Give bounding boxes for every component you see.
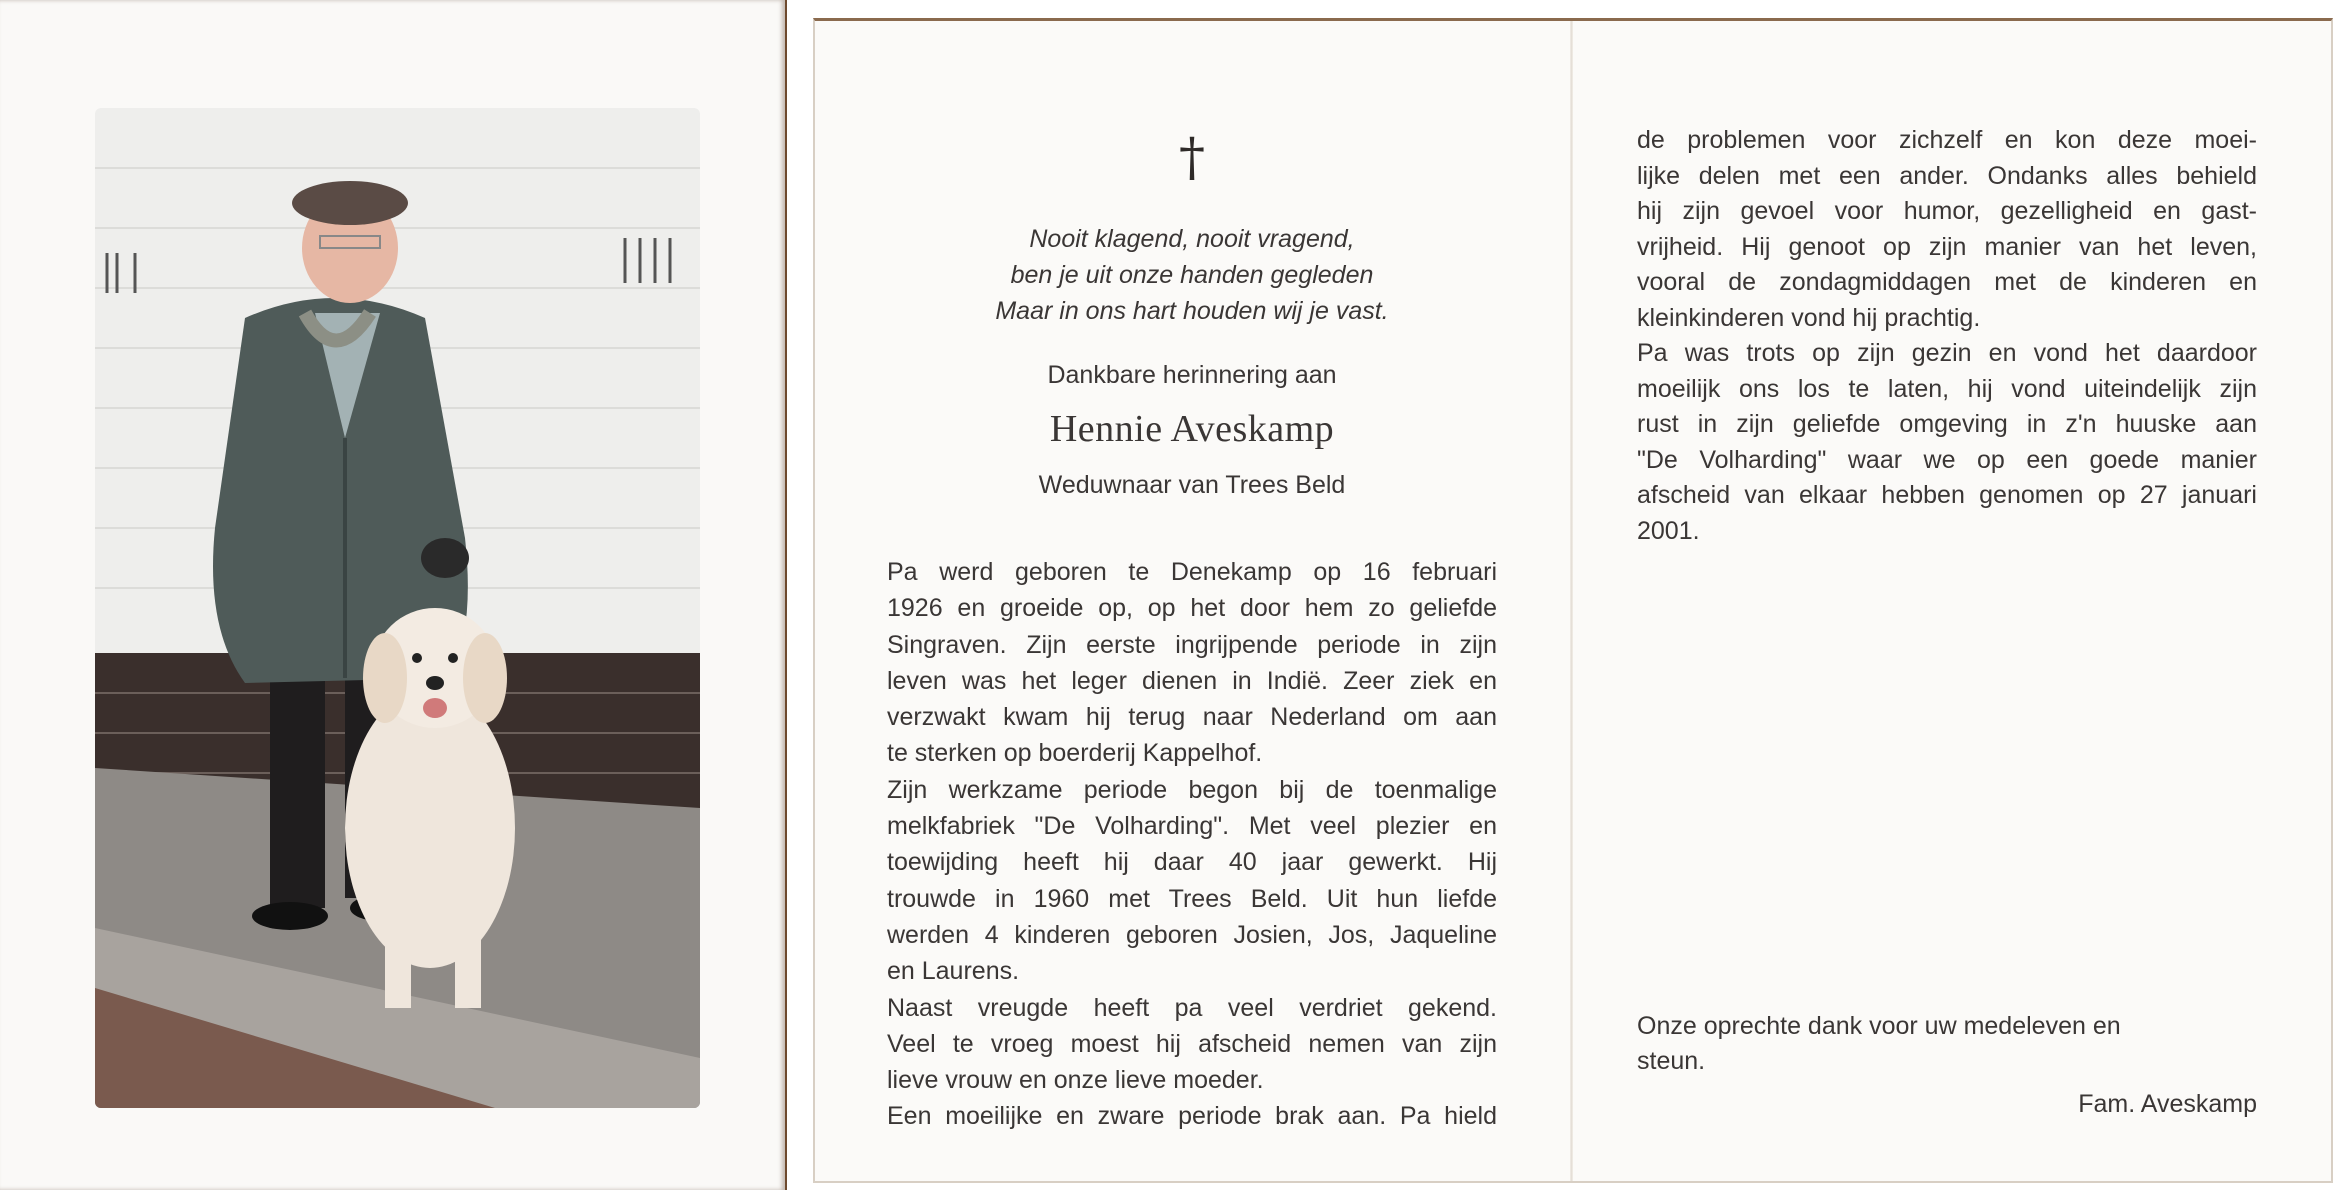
bio-line: Zijn werkzame periode begon bij de toenmalige bbox=[887, 775, 1497, 804]
bio-line: melkfabriek "De Volharding". Met veel plezier en bbox=[887, 812, 1497, 841]
bio-line: de problemen voor zichzelf en kon deze moei- bbox=[1637, 126, 2257, 154]
portrait-photo bbox=[95, 108, 700, 1108]
bio-line: vrijheid. Hij genoot op zijn manier van het leven, bbox=[1637, 232, 2257, 261]
bio-line: Pa werd geboren te Denekamp op 16 februari bbox=[887, 558, 1497, 586]
biography bbox=[887, 554, 1497, 1135]
bio-line: Veel te vroeg moest hij afscheid nemen van zijn bbox=[887, 1029, 1497, 1058]
poem-line: Nooit klagend, nooit vragend, bbox=[1029, 225, 1355, 253]
poem bbox=[887, 221, 1497, 329]
bio-line: lijke delen met een ander. Ondanks alles behield bbox=[1637, 161, 2257, 190]
card-left-panel bbox=[887, 21, 1497, 1181]
family-signature: Fam. Aveskamp bbox=[2078, 1090, 2257, 1118]
widower-line: Weduwnaar van Trees Beld bbox=[1038, 471, 1346, 499]
thanks-line: Onze oprechte dank voor uw medeleven en bbox=[1637, 1012, 2121, 1040]
bio-line: Een moeilijke en zware periode brak aan. Pa hield bbox=[887, 1102, 1497, 1131]
bio-line: 1926 en groeide op, op het door hem zo geliefde bbox=[887, 594, 1497, 623]
memorial-card bbox=[813, 18, 2333, 1183]
bio-line: werden 4 kinderen geboren Josien, Jos, Jaqueline bbox=[887, 920, 1497, 949]
bio-line: moeilijk ons los te laten, hij vond uiteindelijk zijn bbox=[1637, 374, 2257, 403]
thanks-line: steun. bbox=[1637, 1047, 1706, 1075]
bio-line: trouwde in 1960 met Trees Beld. Uit hun liefde bbox=[887, 884, 1497, 913]
bio-line: Naast vreugde heeft pa veel verdriet gekend. bbox=[887, 993, 1497, 1022]
bio-line: kleinkinderen vond hij prachtig. bbox=[1637, 303, 1981, 332]
bio-line: afscheid van elkaar hebben genomen op 27 januari bbox=[1637, 481, 2257, 509]
bio-line: "De Volharding" waar we op een goede manier bbox=[1637, 445, 2257, 474]
biography-continued bbox=[1637, 123, 2257, 549]
bio-line: hij zijn gevoel voor humor, gezelligheid en gast- bbox=[1637, 197, 2257, 225]
bio-line: Singraven. Zijn eerste ingrijpende periode in zijn bbox=[887, 630, 1497, 659]
bio-line: 2001. bbox=[1637, 516, 1700, 545]
poem-line: ben je uit onze handen gegleden bbox=[1010, 261, 1374, 289]
bio-line: rust in zijn geliefde omgeving in z'n huuske aan bbox=[1637, 410, 2257, 438]
photo-card bbox=[0, 0, 787, 1190]
fold-line bbox=[1570, 21, 1573, 1181]
thanks-message bbox=[1637, 1009, 2257, 1079]
dedication: Dankbare herinnering aan bbox=[1047, 361, 1337, 389]
bio-line: vooral de zondagmiddagen met de kinderen en bbox=[1637, 268, 2257, 296]
bio-line: Pa was trots op zijn gezin en vond het daardoor bbox=[1637, 339, 2257, 367]
bio-line: en Laurens. bbox=[887, 957, 1020, 986]
cross-icon: † bbox=[1179, 128, 1205, 188]
deceased-name: Hennie Aveskamp bbox=[1049, 408, 1335, 450]
bio-line: lieve vrouw en onze lieve moeder. bbox=[887, 1066, 1264, 1095]
bio-line: toewijding heeft hij daar 40 jaar gewerkt. Hij bbox=[887, 848, 1497, 877]
man-with-dog-illustration bbox=[95, 108, 700, 1108]
bio-line: verzwakt kwam hij terug naar Nederland om aan bbox=[887, 703, 1497, 732]
poem-line: Maar in ons hart houden wij je vast. bbox=[995, 297, 1389, 325]
card-right-panel bbox=[1637, 21, 2257, 1181]
bio-line: te sterken op boerderij Kappelhof. bbox=[887, 739, 1263, 768]
bio-line: leven was het leger dienen in Indië. Zeer ziek en bbox=[887, 666, 1497, 695]
